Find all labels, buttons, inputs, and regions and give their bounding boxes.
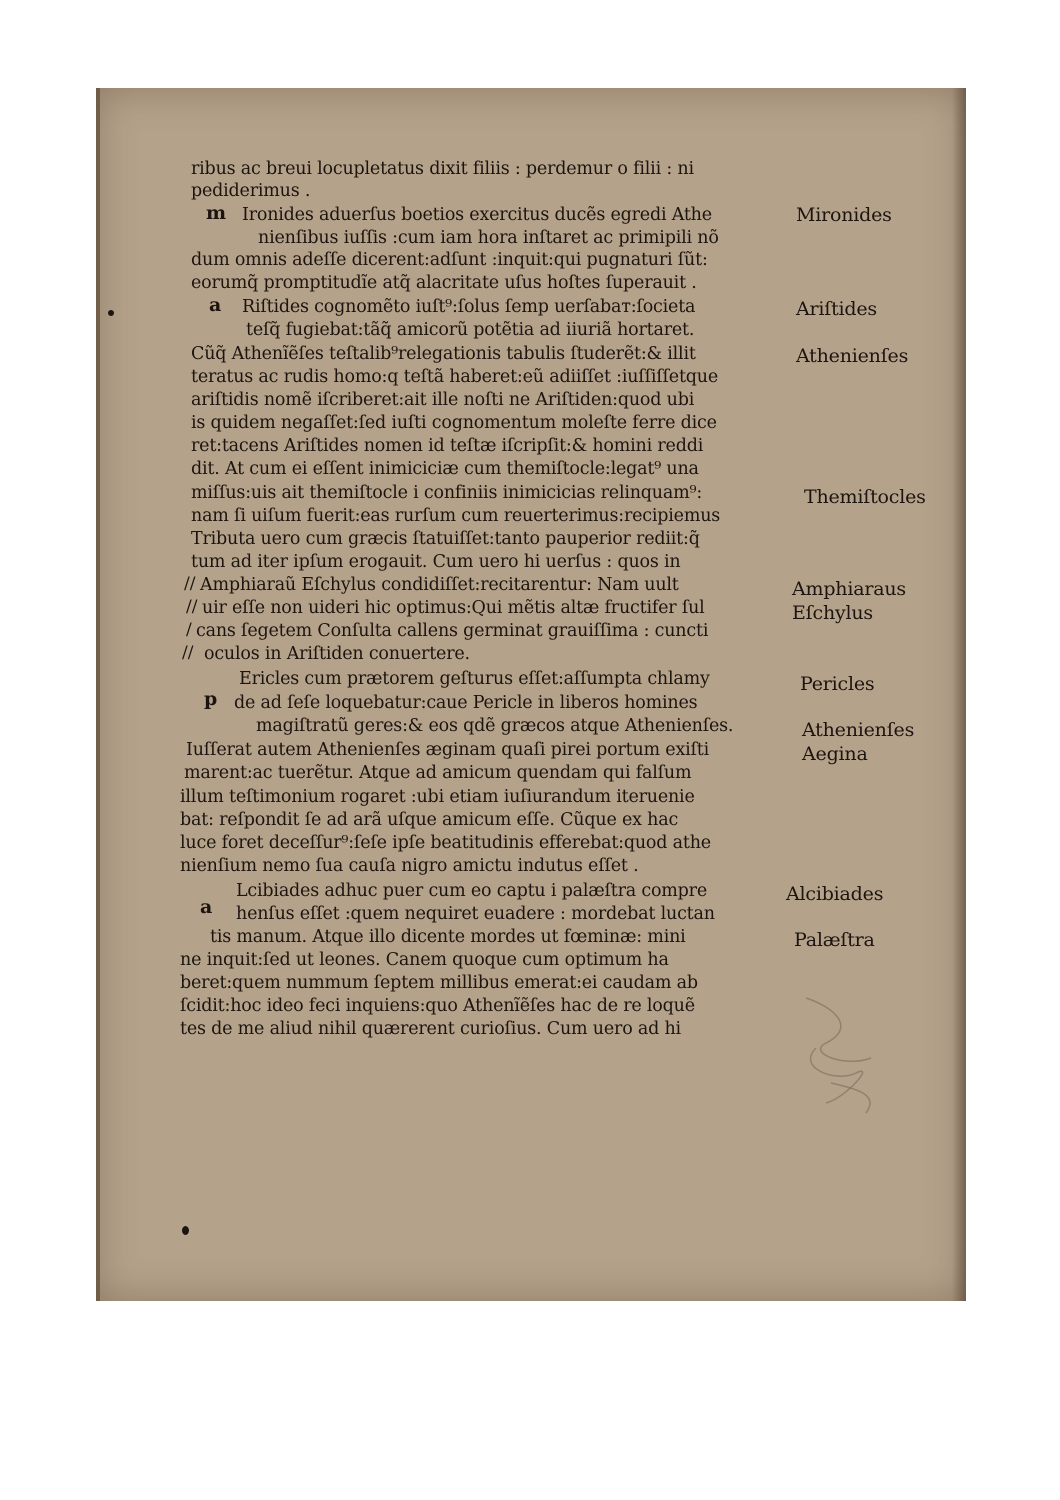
text-line: Ironides aduerſus boetios exercitus ducẽs egredi Athe [242, 205, 712, 225]
guide-initial: a [209, 294, 222, 316]
verse-mark: // [186, 597, 198, 617]
text-line: uir eſſe non uideri hic optimus:Qui mẽtis altæ fructifer ſul [202, 598, 705, 618]
text-line: oculos in Ariſtiden conuertere. [204, 644, 470, 664]
text-line: is quidem negaſſet:ſed iuſti cognomentum moleſte ferre dice [191, 413, 717, 433]
text-line: teratus ac rudis homo:q teſtã haberet:eũ adiiſſet :iuſſiſſetque [191, 367, 719, 387]
text-line: magiſtratũ geres:& eos qdẽ græcos atque Athenienſes. [256, 716, 734, 736]
text-line: tum ad iter ipſum erogauit. Cum uero hi uerſus : quos in [191, 552, 681, 572]
text-line: ribus ac breui locupletatus dixit filiis : perdemur o filii : ni [191, 159, 694, 179]
ink-mark [108, 310, 114, 316]
text-line: teſq̃ fugiebat:tãq̃ amicorũ potẽtia ad iiuriã hortaret. [246, 320, 695, 340]
text-line: tis manum. Atque illo dicente mordes ut fœminæ: mini [210, 927, 686, 947]
text-line: nienſibus iuſſis :cum iam hora inſtaret ac primipili nõ [258, 228, 719, 248]
text-line: ſcidit:hoc ideo feci inquiens:quo Athenĩẽſes hac de re loquẽ [180, 996, 695, 1016]
text-line: beret:quem nummum ſeptem millibus emerat:ei caudam ab [180, 973, 698, 993]
text-line: illum teſtimonium rogaret :ubi etiam iuſiurandum iteruenie [180, 787, 695, 807]
side-note: Athenienſes [796, 345, 909, 367]
text-line: Riſtides cognomẽto iuſt⁹:ſolus ſemp uerſabaт:ſocieta [242, 297, 696, 317]
text-line: ariſtidis nomẽ iſcriberet:ait ille noſti ne Ariſtiden:quod ubi [191, 390, 695, 410]
text-line: dum omnis adeſſe dicerent:adſunt :inquit:qui pugnaturi ſũt: [191, 250, 708, 270]
guide-initial: a [200, 896, 213, 918]
text-line: Ericles cum prætorem geſturus eſſet:aſſumpta chlamy [239, 669, 710, 689]
side-note: Ariſtides [796, 298, 877, 320]
text-line: dit. At cum ei eſſent inimiciciæ cum themiſtocle:legat⁹ una [191, 459, 699, 479]
verse-mark: // [182, 643, 194, 663]
ink-mark [182, 1226, 189, 1235]
text-line: nienſium nemo ſua cauſa nigro amictu indutus eſſet . [180, 856, 639, 876]
side-note: Mironides [796, 204, 892, 226]
text-line: ne inquit:ſed ut leones. Canem quoque cum optimum ha [180, 950, 669, 970]
manuscript-page [96, 88, 966, 1301]
guide-initial: p [204, 688, 218, 710]
text-line: miſſus:uis ait themiſtocle i confiniis inimicicias relinquam⁹: [191, 483, 703, 503]
side-note: Themiſtocles [804, 486, 926, 508]
text-line: luce foret deceſſur⁹:ſeſe ipſe beatitudinis efferebat:quod athe [180, 833, 711, 853]
text-line: Cũq̃ Athenĩẽſes teſtalib⁹relegationis tabulis ſtuderẽt:& illit [191, 344, 696, 364]
text-line: ret:tacens Ariſtides nomen id teſtæ iſcripſit:& homini reddi [191, 436, 704, 456]
side-note: Pericles [800, 673, 875, 695]
text-line: henſus eſſet :quem nequiret euadere : mordebat luctan [236, 904, 715, 924]
text-line: bat: reſpondit ſe ad arã uſque amicum eſſe. Cũque ex hac [180, 810, 679, 830]
text-line: tes de me aliud nihil quærerent curioſius. Cum uero ad hi [180, 1019, 681, 1039]
text-line: nam ſi uiſum fuerit:eas rurſum cum reuerterimus:recipiemus [191, 506, 721, 526]
side-note: Athenienſes [802, 719, 915, 741]
verse-mark: // [184, 574, 196, 594]
text-line: cans ſegetem Conſulta callens germinat grauiſſima : cuncti [196, 621, 709, 641]
text-line: Lcibiades adhuc puer cum eo captu i palæſtra compre [236, 881, 708, 901]
side-note: Eſchylus [792, 602, 873, 624]
side-note: Palæſtra [794, 929, 875, 951]
text-line: eorumq̃ promptitudĩe atq̃ alacritate uſus hoſtes ſuperauit . [191, 273, 697, 293]
side-note: Aegina [802, 743, 868, 765]
verse-mark: / [186, 620, 192, 640]
text-line: de ad ſeſe loquebatur:caue Pericle in liberos homines [234, 693, 698, 713]
side-note: Alcibiades [786, 883, 884, 905]
guide-initial: m [206, 202, 227, 224]
text-line: pediderimus . [191, 181, 311, 201]
side-note: Amphiaraus [792, 578, 906, 600]
text-line: Tributa uero cum græcis ſtatuiſſet:tanto pauperior rediit:q̃ [191, 529, 700, 549]
text-line: Iuſſerat autem Athenienſes æginam quaſi pirei portum exiſti [186, 740, 710, 760]
text-line: Amphiaraũ Eſchylus condidiſſet:recitarentur: Nam uult [200, 575, 679, 595]
text-line: marent:ac tuerẽtur. Atque ad amicum quendam qui falſum [184, 763, 692, 783]
ink-flourish [786, 988, 896, 1128]
